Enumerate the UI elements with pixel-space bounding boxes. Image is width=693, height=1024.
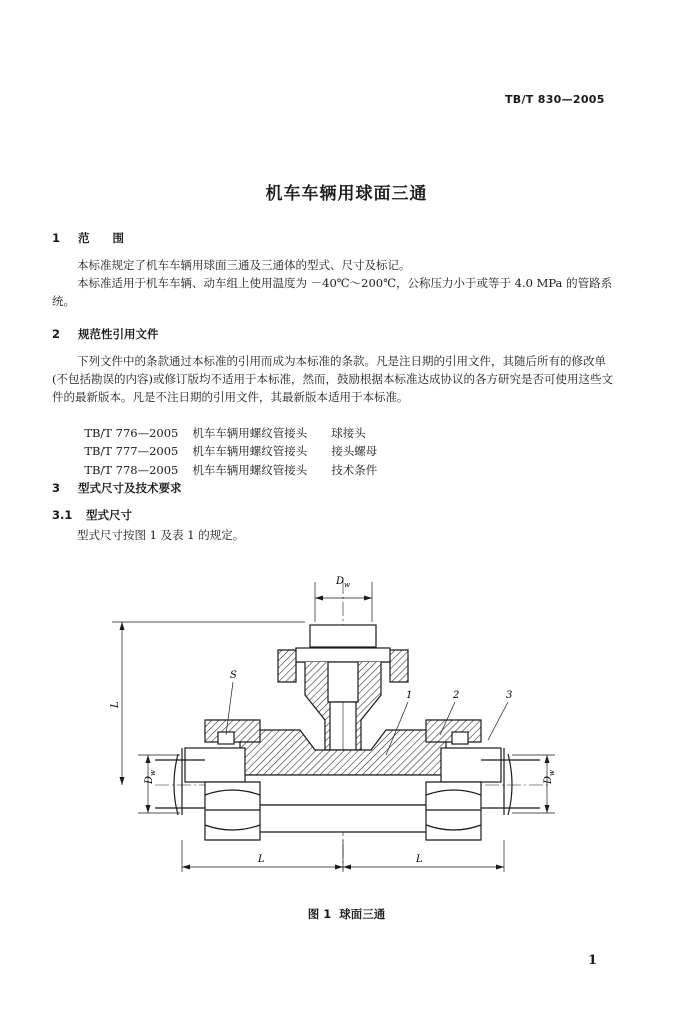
reference-item xyxy=(77,448,377,478)
page-title: 机车车辆用球面三通 xyxy=(265,184,428,204)
dw-right-label: $D_w$ xyxy=(543,769,556,784)
section-2-heading xyxy=(52,326,159,342)
reference-part: 球接头 xyxy=(331,426,366,440)
section-title: 规范性引用文件 xyxy=(78,327,159,341)
section-3-1-paragraph-1: 型式尺寸按图 1 及表 1 的规定。 xyxy=(77,528,245,542)
reference-code: TB/T 777—2005 xyxy=(84,444,179,458)
reference-title: 机车车辆用螺纹管接头 xyxy=(192,426,308,440)
dw-left-label: $D_w$ xyxy=(144,769,157,784)
reference-title: 机车车辆用螺纹管接头 xyxy=(192,444,308,458)
reference-code: TB/T 776—2005 xyxy=(84,426,179,440)
section-title: 型式尺寸及技术要求 xyxy=(78,481,182,495)
section-3-1-heading xyxy=(52,507,132,523)
reference-part: 技术条件 xyxy=(331,463,378,477)
callout-2: 2 xyxy=(453,690,460,701)
section-title: 范 围 xyxy=(78,231,125,245)
page-number: 1 xyxy=(588,953,598,968)
reference-part: 接头螺母 xyxy=(331,444,378,458)
callout-3: 3 xyxy=(506,690,513,701)
section-number: 1 xyxy=(52,231,61,245)
section-title: 型式尺寸 xyxy=(86,508,133,522)
reference-code: TB/T 778—2005 xyxy=(84,463,179,477)
section-number: 2 xyxy=(52,327,61,341)
section-number: 3.1 xyxy=(52,508,73,522)
figure-number: 图 1 xyxy=(307,907,332,921)
document-number: TB/T 830—2005 xyxy=(505,93,605,106)
section-1-paragraph-1: 本标准规定了机车车辆用球面三通及三通体的型式、尺寸及标记。 xyxy=(77,258,411,272)
callout-1: 1 xyxy=(406,690,413,701)
length-left-label: L xyxy=(258,854,265,865)
figure-title: 球面三通 xyxy=(339,907,386,921)
section-2-paragraph-1: 下列文件中的条款通过本标准的引用而成为本标准的条款。凡是注日期的引用文件，其随后所有的修改单(不包括勘误的内容)或修订版均不适用于本标准，然而，鼓励根据本标准达成协议的各方研究是否可使用这些文件的最新版本。凡是不注日期的引用文件，其最新版本适用于本标准。 xyxy=(52,354,613,404)
dw-top-label: $D_w$ xyxy=(336,576,351,589)
length-vertical-label: L xyxy=(110,701,121,708)
reference-title: 机车车辆用螺纹管接头 xyxy=(192,463,308,477)
length-right-label: L xyxy=(416,854,423,865)
tee-fitting-drawing xyxy=(100,570,560,885)
section-3-heading xyxy=(52,480,182,496)
figure-caption xyxy=(0,906,693,922)
section-1-heading xyxy=(52,230,124,246)
section-number: 3 xyxy=(52,481,61,495)
wrench-size-label: S xyxy=(230,670,237,681)
section-1-paragraph-2: 本标准适用于机车车辆、动车组上使用温度为 －40℃～200℃，公称压力小于或等于 4.0 MPa 的管路系统。 xyxy=(52,276,613,308)
